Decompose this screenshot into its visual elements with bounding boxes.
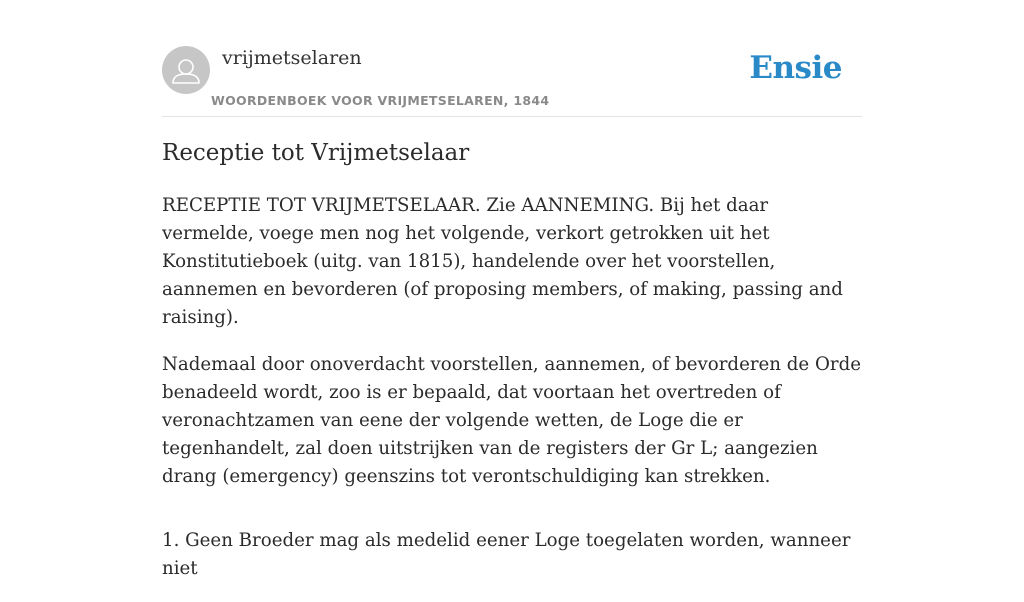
article-list-item: 1. Geen Broeder mag als medelid eener Loge toegelaten worden, wanneer niet [162, 530, 851, 579]
entry-header [162, 46, 862, 117]
user-name-link[interactable]: vrijmetselaren [222, 47, 362, 69]
article-body [162, 192, 862, 602]
article-paragraph: Nademaal door onoverdacht voorstellen, aannemen, of bevorderen de Orde benadeeld wordt, zoo is er bepaald, dat voortaan het overtreden of veronachtzamen van eene der volgende wetten, de Loge die er tegenhandelt, zal doen uitstrijken van de registers der Gr L; aangezien drang (emergency) geenszins tot verontschuldiging kan strekken. [162, 354, 861, 487]
dictionary-source-link[interactable]: WOORDENBOEK VOOR VRIJMETSELAREN, 1844 [211, 93, 550, 108]
avatar[interactable] [162, 46, 210, 94]
article-paragraph: RECEPTIE TOT VRIJMETSELAAR. Zie AANNEMING. Bij het daar vermelde, voege men nog het volgende, verkort getrokken uit het Konstitutieboek (uitg. van 1815), handelende over het voorstellen, aannemen en bevorderen (of proposing members, of making, passing and raising). [162, 195, 843, 328]
user-placeholder-icon [162, 46, 210, 94]
ensie-logo[interactable]: Ensie [749, 50, 842, 86]
page-title: Receptie tot Vrijmetselaar [162, 140, 470, 166]
